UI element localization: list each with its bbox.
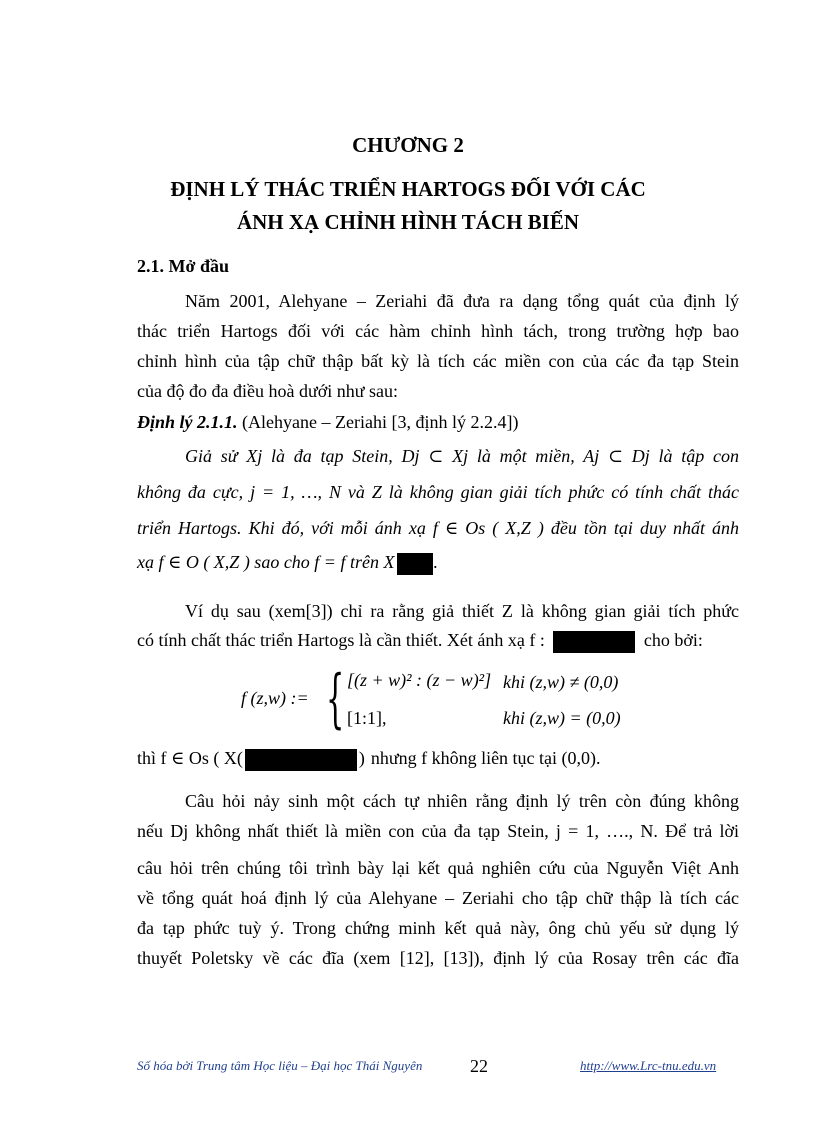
theorem-line-4-end: .: [433, 552, 438, 572]
title-line-1: ĐỊNH LÝ THÁC TRIỂN HARTOGS ĐỐI VỚI CÁC: [170, 177, 646, 201]
intro-paragraph: [137, 286, 739, 406]
example-line: Ví dụ sau (xem[3]) chỉ ra rằng giả thiết Z là không gian giải tích phức: [185, 601, 739, 621]
theorem-line: Giả sử Xj là đa tạp Stein, Dj ⊂ Xj là một miền, Aj ⊂ Dj là tập con: [185, 446, 739, 466]
formula-condition-2: khi (z,w) = (0,0): [503, 708, 621, 728]
footer-source: Số hóa bởi Trung tâm Học liệu – Đại học Thái Nguyên: [137, 1058, 423, 1073]
question-line: câu hỏi trên chúng tôi trình bày lại kết quả nghiên cứu của Nguyễn Việt Anh: [137, 858, 739, 878]
intro-line: thác triển Hartogs đối với các hàm chỉnh hình tách, trong trường hợp bao: [137, 321, 739, 341]
example-paragraph: [137, 596, 739, 626]
redacted-block: [397, 553, 433, 575]
intro-line: chỉnh hình của tập chữ thập bất kỳ là tích các miền con của các đa tạp Stein: [137, 351, 739, 371]
question-line: nếu Dj không nhất thiết là miền con của đa tạp Stein, j = 1, …., N. Để trả lời: [137, 821, 739, 841]
after-formula-line: thì f ∈ Os ( X( ) nhưng f không liên tục tại (0,0).: [137, 748, 739, 771]
intro-line: Năm 2001, Alehyane – Zeriahi đã đưa ra dạng tổng quát của định lý: [185, 291, 739, 311]
title-line-2: ÁNH XẠ CHỈNH HÌNH TÁCH BIẾN: [236, 210, 580, 234]
theorem-line: triển Hartogs. Khi đó, với mỗi ánh xạ f ∈ Os ( X,Z ) đều tồn tại duy nhất ánh: [137, 518, 739, 538]
theorem-ref: (Alehyane – Zeriahi [3, định lý 2.2.4]): [242, 412, 519, 432]
intro-line: của độ đo đa điều hoà dưới như sau:: [137, 381, 398, 401]
formula-condition-1: khi (z,w) ≠ (0,0): [503, 672, 619, 692]
theorem-body: [137, 441, 739, 543]
example-line-2: [137, 630, 739, 653]
section-heading: 2.1. Mở đầu: [137, 256, 229, 276]
formula-case-1: [(z + w)² : (z − w)²]: [347, 670, 492, 690]
question-line: Câu hỏi nảy sinh một cách tự nhiên rằng định lý trên còn đúng không: [185, 791, 739, 811]
redacted-block: [553, 631, 635, 653]
example-line-2-end: cho bởi:: [643, 630, 703, 650]
piecewise-formula: [241, 660, 641, 740]
page-number: 22: [470, 1056, 488, 1076]
left-brace: {: [326, 662, 345, 736]
redacted-block: [245, 749, 357, 771]
after-formula-end: nhưng f không liên tục tại (0,0).: [370, 748, 601, 768]
theorem-line-4-text: xạ f ∈ O ( X,Z ) sao cho f = f trên X: [137, 552, 395, 572]
formula-lhs: f (z,w) :=: [241, 688, 309, 708]
example-line-2-text: có tính chất thác triển Hartogs là cần thiết. Xét ánh xạ f :: [137, 630, 545, 650]
theorem-line-4: [137, 552, 739, 575]
question-line: thuyết Poletsky về các đĩa (xem [12], [13]), định lý của Rosay trên các đĩa: [137, 948, 739, 968]
theorem-line: không đa cực, j = 1, …, N và Z là không gian giải tích phức có tính chất thác: [137, 482, 739, 502]
theorem-header: [137, 412, 739, 433]
question-line: về tổng quát hoá định lý của Alehyane – Zeriahi cho tập chữ thập là tích các: [137, 888, 739, 908]
after-formula-text: thì f ∈ Os ( X(: [137, 748, 243, 768]
question-paragraph: [137, 786, 739, 846]
question-paragraph-cont: [137, 853, 739, 973]
formula-case-2: [1:1],: [347, 708, 387, 728]
footer-url[interactable]: http://www.Lrc-tnu.edu.vn: [580, 1058, 717, 1073]
theorem-label: Định lý 2.1.1.: [137, 412, 238, 432]
chapter-heading: CHƯƠNG 2: [352, 133, 464, 157]
question-line: đa tạp phức tuỳ ý. Trong chứng minh kết quả này, ông chủ yếu sử dụng lý: [137, 918, 739, 938]
